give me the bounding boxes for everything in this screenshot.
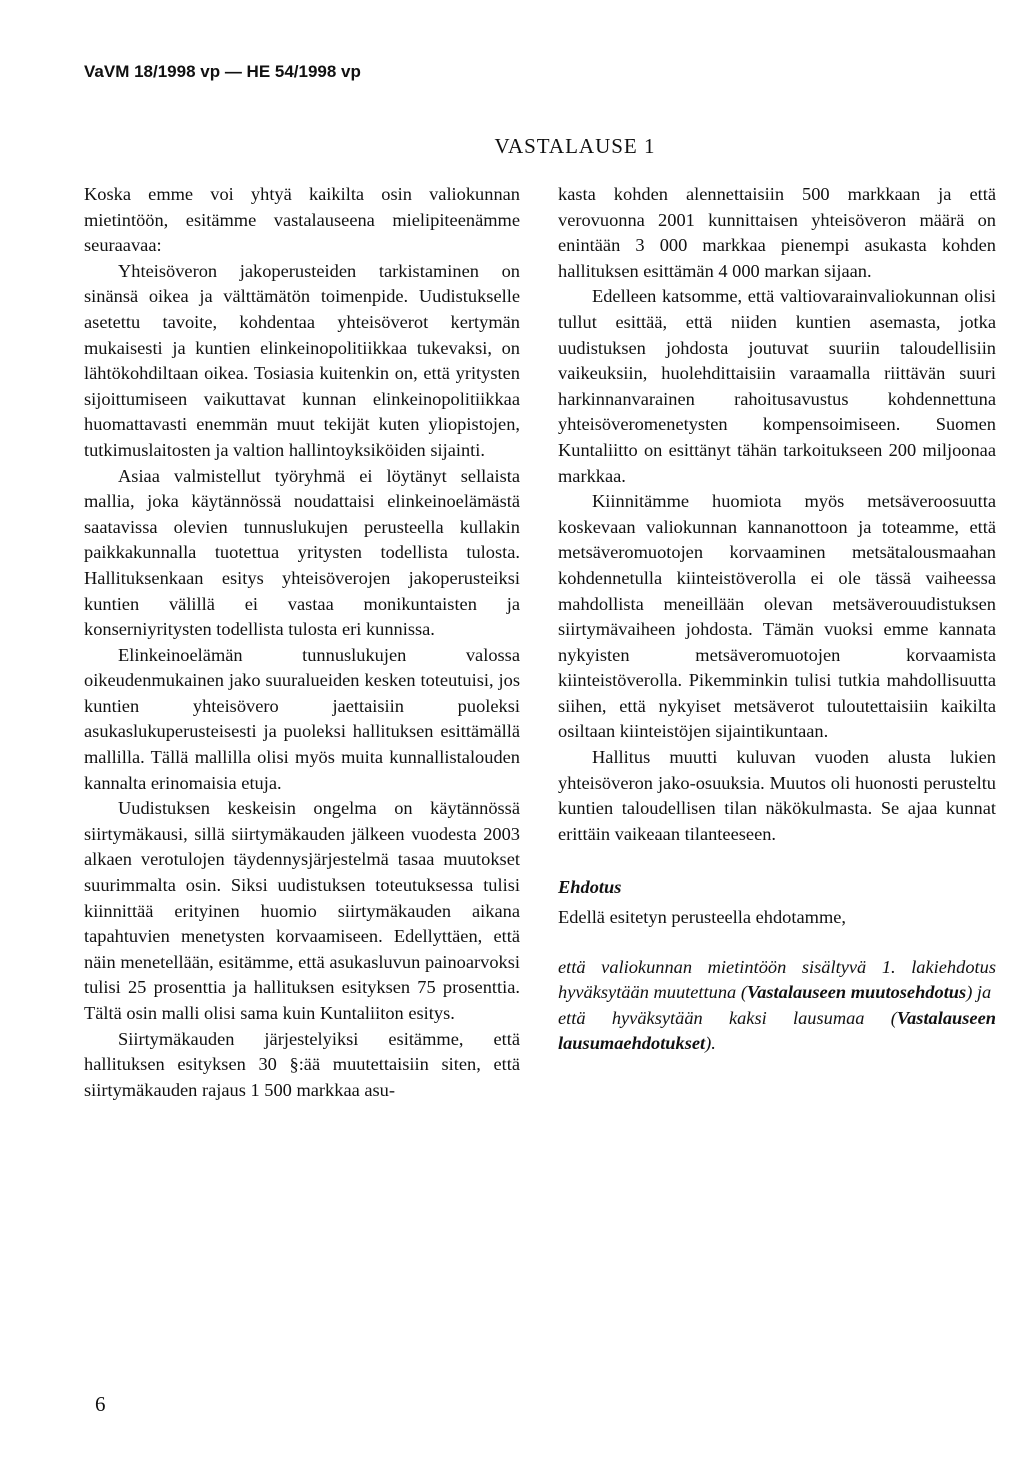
paragraph: Hallitus muutti kuluvan vuoden alusta lukien yhteisöveron jako-osuuksia. Muutos oli huonosti perusteltu kuntien taloudellisen tilan näkökulmasta. Se ajaa kunnat erittäin vaikeaan tilanteeseen.	[558, 747, 996, 844]
proposal-item	[558, 955, 996, 1006]
right-column	[558, 182, 996, 1057]
paragraph: Kiinnitämme huomiota myös metsäveroosuutta koskevaan valiokunnan kannanottoon ja toteamme, että metsäveromuotojen korvaaminen metsätalousmaahan kohdennetulla kiinteistöverolla ei ole tässä vaiheessa mahdollista meneillään olevan metsäverouudistuksen siirtymävaiheen johdosta. Tämän vuoksi emme kannata nykyisten metsäveromuotojen korvaamista kiinteistöverolla. Pikemminkin tulisi tutkia mahdollisuutta siihen, että nykyiset metsäverot tuloutettaisiin kaikilta osiltaan kiinteistöjen sijaintikuntaan.	[558, 491, 996, 742]
paragraph: Yhteisöveron jakoperusteiden tarkistaminen on sinänsä oikea ja välttämätön toimenpide. Uudistukselle asetettu tavoite, kohdentaa yhteisöverot kertymän mukaisesti ja kuntien elinkeinopolitiikkaa tukevaksi, on lähtökohdiltaan oikea. Tosiasia kuitenkin on, että yritysten sijoittumiseen vaikuttavat kunnan elinkeinopolitiikkaa huomattavasti enemmän muut tekijät kuten yliopistojen, tutkimuslaitosten ja valtion hallintoyksiköiden sijainti.	[84, 260, 520, 460]
proposal-tail: ).	[705, 1033, 716, 1054]
paragraph: kasta kohden alennettaisiin 500 markkaan ja että verovuonna 2001 kunnittaisen yhteisöveron määrä on enintään 3 000 markkaa pienempi asukasta kohden hallituksen esittämän 4 000 markan sijaan.	[558, 184, 996, 281]
paragraph: Siirtymäkauden järjestelyiksi esitämme, että hallituksen esityksen 30 §:ää muutettaisiin siten, että siirtymäkauden rajaus 1 500 markkaa asu-	[84, 1028, 520, 1100]
paragraph: Uudistuksen keskeisin ongelma on käytännössä siirtymäkausi, sillä siirtymäkauden jälkeen vuodesta 2003 alkaen verotulojen täydennysjärjestelmä tasaa muutokset suurimmalta osin. Siksi uudistuksen toteutuksessa tulisi kiinnittää erityinen huomio siirtymäkauden aikana tapahtuvien menetysten korvaamiseen. Edellyttäen, että näin menetellään, esitämme, että asukasluvun painoarvoksi tulisi 25 prosenttia ja hallituksen esityksen 75 prosenttia. Tältä osin malli olisi sama kuin Kuntaliiton esitys.	[84, 798, 520, 1023]
page-number: 6	[95, 1392, 106, 1416]
proposal-item	[558, 1006, 996, 1057]
page-title: VASTALAUSE 1	[494, 134, 656, 158]
proposal-heading: Ehdotus	[558, 877, 622, 898]
paragraph: Edelleen katsomme, että valtiovarainvaliokunnan olisi tullut esittää, että niiden kuntien asemasta, jotka uudistuksen johdosta joutuvat suuriin taloudellisiin vaikeuksiin, huolehdittaisiin varaamalla riittävän suuri harkinnanvarainen rahoitusavustus kohdennettuna yhteisöveromenetysten kompensoimiseen. Suomen Kuntaliitto on esittänyt tähän tarkoitukseen 200 miljoonaa markkaa.	[558, 286, 996, 486]
proposal-text: että hyväksytään kaksi lausumaa (	[558, 1007, 897, 1028]
left-column	[84, 182, 520, 1103]
right-paragraphs	[558, 182, 996, 847]
document-header: VaVM 18/1998 vp — HE 54/1998 vp	[84, 62, 361, 81]
paragraph: Asiaa valmistellut työryhmä ei löytänyt sellaista mallia, joka käytännössä noudattaisi elinkeinoelämästä saatavissa olevien tunnuslukujen perusteella kullakin paikkakunnalla tuotettua yritysten todellista tulosta. Hallituksenkaan esitys yhteisöverojen jakoperusteiksi kuntien välillä ei vastaa monikuntaisten ja konserniyritysten todellista tulosta eri kunnissa.	[84, 465, 520, 640]
proposal-bold-term: Vastalauseen muutosehdotus	[746, 982, 967, 1003]
proposal-tail: ) ja	[966, 982, 992, 1003]
proposal-list	[558, 955, 996, 1057]
proposal-text: että valiokunnan mietintöön sisältyvä 1. lakiehdotus hyväksytään muutettuna (	[558, 956, 996, 1003]
paragraph: Koska emme voi yhtyä kaikilta osin valiokunnan mietintöön, esitämme vastalauseena mielipiteenämme seuraavaa:	[84, 184, 520, 256]
paragraph: Elinkeinoelämän tunnuslukujen valossa oikeudenmukainen jako suuralueiden kesken toteutuisi, jos kuntien yhteisövero jaettaisiin puoleksi asukaslukuperusteisesti ja puoleksi hallituksen esittämällä mallilla. Tällä mallilla olisi myös muita kunnallistalouden kannalta erinomaisia etuja.	[84, 644, 520, 793]
proposal-lead: Edellä esitetyn perusteella ehdotamme,	[558, 907, 847, 928]
proposal-bold-term: Vastalauseen lausumaehdotukset	[558, 1007, 996, 1054]
